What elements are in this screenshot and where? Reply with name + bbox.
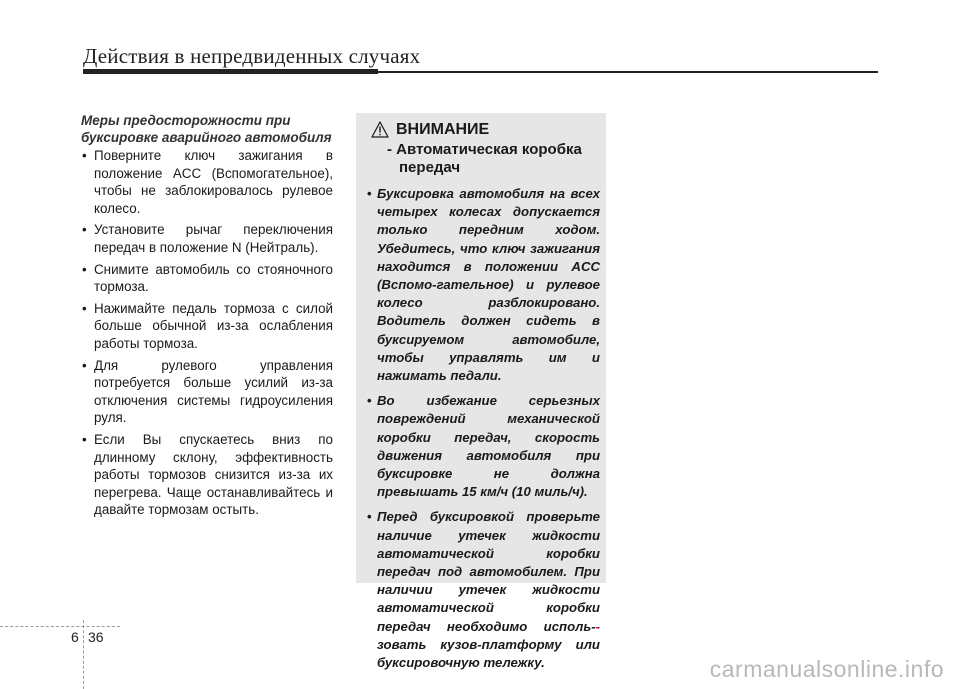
precautions-list	[81, 147, 333, 519]
watermark: carmanualsonline.info	[709, 656, 944, 682]
hyphen-mark: -	[595, 618, 600, 634]
left-column	[81, 112, 333, 523]
page-number: 36	[88, 629, 104, 645]
warning-item-continuation: зовать кузов-платформу или буксировочную тележку.	[377, 636, 600, 671]
warning-list	[367, 185, 600, 672]
header-rule-accent	[83, 69, 378, 74]
footer-horizontal-line	[0, 626, 120, 627]
list-item	[367, 508, 600, 672]
footer-vertical-line	[83, 620, 84, 689]
section-heading: Меры предосторожности при буксировке аварийного автомобиля	[81, 113, 332, 145]
warning-triangle-icon	[371, 121, 389, 138]
warning-box	[356, 113, 606, 671]
list-item: • Поверните ключ зажигания в положение ACC (Вспомогательное), чтобы не заблокировалось рулевое колесо.	[81, 147, 333, 217]
list-item: • Для рулевого управления потребуется больше усилий из-за отключения системы гидроусиления руля.	[81, 357, 333, 427]
warning-header	[367, 120, 600, 140]
list-item: • Буксировка автомобиля на всех четырех колесах допускается только передним ходом. Убедитесь, что ключ зажигания находится в положении ACC (Вспомо-гательное) и рулевое колесо разблокировано. Водитель должен сидеть в буксируемом автомобиле, чтобы управлять им и нажимать педали.	[367, 185, 600, 385]
list-item: • Снимите автомобиль со стояночного тормоза.	[81, 261, 333, 296]
list-item: • Нажимайте педаль тормоза с силой больше обычной из-за ослабления работы тормоза.	[81, 300, 333, 353]
warning-title: ВНИМАНИЕ	[396, 121, 490, 138]
warning-subtitle: - Автоматическая коробка передач	[387, 141, 582, 176]
page-chapter: 6	[71, 629, 79, 645]
list-item: • Установите рычаг переключения передач в положение N (Нейтраль).	[81, 221, 333, 256]
page-header-title: Действия в непредвиденных случаях	[83, 44, 421, 68]
warning-item-text: Перед буксировкой проверьте наличие утечек жидкости автоматической коробки передач под автомобилем. При наличии утечек жидкости автоматической коробки передач необходимо исполь-	[377, 509, 600, 634]
list-item: • Если Вы спускаетесь вниз по длинному склону, эффективность работы тормозов снизится из-за их перегрева. Чаще останавливайтесь и давайте тормозам остыть.	[81, 431, 333, 519]
list-item: • Во избежание серьезных повреждений механической коробки передач, скорость движения автомобиля при буксировке не должна превышать 15 км/ч (10 миль/ч).	[367, 392, 600, 501]
